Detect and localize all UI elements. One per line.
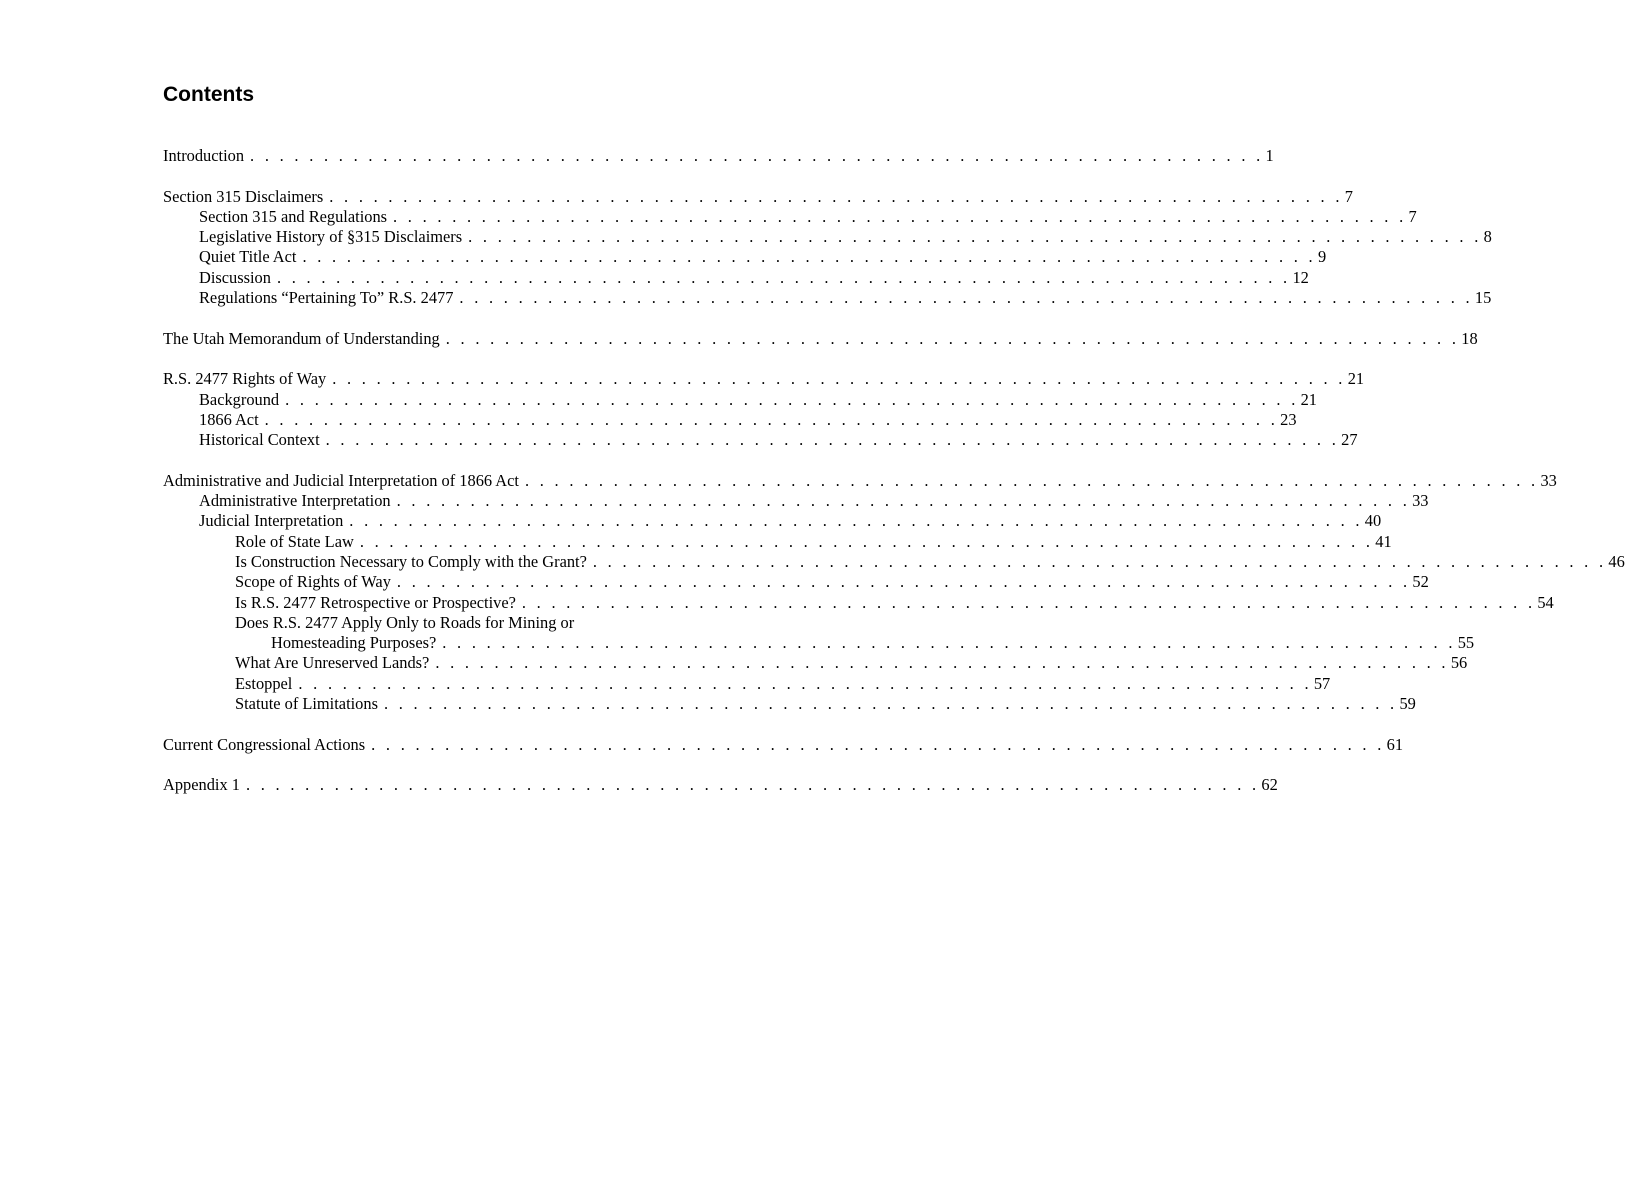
toc-entry-scope-of-rights-of-way[interactable] [163, 572, 1429, 592]
toc-entry-historical-context[interactable] [163, 430, 1358, 450]
dot-leader: . . . . . . . . . . . . . . . . . . . . . . . . . . . . . . . . . . . . . . . . . . . . . . . . . . . . . . . . . . . . . . . . . . . . . [524, 470, 1539, 490]
toc-page-number: 56 [1450, 653, 1468, 673]
dot-leader: . . . . . . . . . . . . . . . . . . . . . . . . . . . . . . . . . . . . . . . . . . . . . . . . . . . . . . . . . . . . . . . . . . . . . [435, 653, 1449, 673]
toc-entry-label: Estoppel [235, 673, 293, 693]
toc-entry-label: Section 315 Disclaimers [163, 186, 324, 206]
toc-entry-label: Scope of Rights of Way [235, 572, 391, 592]
toc-entry-label: Does R.S. 2477 Apply Only to Roads for Mining or [235, 612, 575, 632]
dot-leader: . . . . . . . . . . . . . . . . . . . . . . . . . . . . . . . . . . . . . . . . . . . . . . . . . . . . . . . . . . . . . . . . . . . . . [276, 267, 1291, 287]
toc-entry-label: Historical Context [199, 430, 320, 450]
dot-leader: . . . . . . . . . . . . . . . . . . . . . . . . . . . . . . . . . . . . . . . . . . . . . . . . . . . . . . . . . . . . . . . . . . . . . [349, 511, 1363, 531]
toc-group-section-315 [163, 186, 1492, 309]
toc-entry-statute-of-limitations[interactable] [163, 694, 1416, 714]
toc-entry-label: Section 315 and Regulations [199, 206, 388, 226]
toc-group-utah-mou [163, 328, 1478, 349]
toc-entry-label: Legislative History of §315 Disclaimers [199, 227, 463, 247]
toc-page-number: 7 [1408, 206, 1417, 226]
toc-entry-label: Is Construction Necessary to Comply with the Grant? [235, 551, 587, 571]
dot-leader: . . . . . . . . . . . . . . . . . . . . . . . . . . . . . . . . . . . . . . . . . . . . . . . . . . . . . . . . . . . . . . . . . . . . . [250, 146, 1264, 165]
toc-entry-label: Appendix 1 [163, 775, 240, 795]
dot-leader: . . . . . . . . . . . . . . . . . . . . . . . . . . . . . . . . . . . . . . . . . . . . . . . . . . . . . . . . . . . . . . . . . . . . . [325, 430, 1340, 450]
toc-page-number: 21 [1300, 389, 1317, 409]
toc-entry-label: Role of State Law [235, 531, 354, 551]
toc-entry-mining-homesteading-line1[interactable] [163, 613, 758, 633]
toc-page-number: 21 [1347, 369, 1365, 389]
toc-entry-label: Current Congressional Actions [163, 734, 366, 754]
toc-entry-label: Introduction [163, 146, 245, 165]
toc-page-number: 40 [1364, 511, 1382, 531]
toc-entry-current-congressional-actions[interactable] [163, 734, 1404, 755]
toc-entry-label: Statute of Limitations [235, 694, 378, 714]
toc-page-number: 9 [1317, 247, 1327, 267]
dot-leader: . . . . . . . . . . . . . . . . . . . . . . . . . . . . . . . . . . . . . . . . . . . . . . . . . . . . . . . . . . . . . . . . . . . . . [298, 673, 1312, 693]
toc-group-appendix [163, 775, 1278, 795]
toc-entry-label: Administrative Interpretation [199, 491, 391, 511]
toc-page-number: 46 [1608, 551, 1625, 571]
dot-leader: . . . . . . . . . . . . . . . . . . . . . . . . . . . . . . . . . . . . . . . . . . . . . . . . . . . . . . . . . . . . . . . . . . . . . [468, 227, 1482, 247]
toc-group-congressional-actions [163, 734, 1404, 755]
toc-entry-utah-memorandum[interactable] [163, 328, 1478, 349]
dot-leader: . . . . . . . . . . . . . . . . . . . . . . . . . . . . . . . . . . . . . . . . . . . . . . . . . . . . . . . . . . . . . . . . . . . . . [332, 369, 1346, 389]
page-title: Contents [163, 83, 254, 106]
dot-leader: . . . . . . . . . . . . . . . . . . . . . . . . . . . . . . . . . . . . . . . . . . . . . . . . . . . . . . . . . . . . . . . . . . . . . [393, 206, 1407, 226]
toc-entry-appendix-1[interactable] [163, 775, 1278, 795]
toc-page-number: 55 [1457, 633, 1475, 653]
toc-entry-administrative-interpretation[interactable] [163, 491, 1429, 511]
toc-entry-legislative-history[interactable] [163, 227, 1492, 247]
toc-entry-discussion[interactable] [163, 267, 1309, 288]
toc-page-number: 54 [1537, 592, 1554, 612]
toc-entry-rs-2477-rights-of-way[interactable] [163, 369, 1365, 389]
toc-entry-background[interactable] [163, 389, 1317, 410]
toc-entry-judicial-interpretation[interactable] [163, 511, 1382, 531]
toc-entry-quiet-title-act[interactable] [163, 247, 1327, 267]
toc-entry-regulations-pertaining-to[interactable] [163, 288, 1492, 308]
toc-entry-estoppel[interactable] [163, 673, 1331, 694]
toc-entry-unreserved-lands[interactable] [163, 653, 1468, 673]
toc-page-number: 18 [1461, 328, 1478, 348]
dot-leader: . . . . . . . . . . . . . . . . . . . . . . . . . . . . . . . . . . . . . . . . . . . . . . . . . . . . . . . . . . . . . . . . . . . . . [245, 775, 1260, 795]
toc-entry-label: The Utah Memorandum of Understanding [163, 328, 440, 348]
toc-group-interpretation [163, 470, 1625, 715]
dot-leader: . . . . . . . . . . . . . . . . . . . . . . . . . . . . . . . . . . . . . . . . . . . . . . . . . . . . . . . . . . . . . . . . . . . . . [329, 186, 1343, 206]
toc-page-number: 8 [1483, 227, 1492, 247]
toc-entry-1866-act[interactable] [163, 409, 1297, 430]
toc-entry-mining-homesteading-line2[interactable] [163, 633, 1475, 653]
toc-page-number: 15 [1474, 288, 1492, 308]
toc-page-number: 23 [1280, 409, 1297, 429]
toc-page-number: 62 [1261, 775, 1278, 795]
dot-leader: . . . . . . . . . . . . . . . . . . . . . . . . . . . . . . . . . . . . . . . . . . . . . . . . . . . . . . . . . . . . . . . . . . . . . [445, 328, 1460, 348]
toc-page-number: 27 [1341, 430, 1358, 450]
toc-entry-label: Discussion [199, 267, 271, 287]
toc-group-rs-2477 [163, 369, 1365, 450]
dot-leader: . . . . . . . . . . . . . . . . . . . . . . . . . . . . . . . . . . . . . . . . . . . . . . . . . . . . . . . . . . . . . . . . . . . . . [302, 247, 1316, 267]
toc-page-number: 12 [1292, 267, 1309, 287]
toc-page-number: 41 [1375, 531, 1392, 551]
dot-leader: . . . . . . . . . . . . . . . . . . . . . . . . . . . . . . . . . . . . . . . . . . . . . . . . . . . . . . . . . . . . . . . . . . . . . [592, 551, 1607, 571]
toc-entry-label: Is R.S. 2477 Retrospective or Prospective? [235, 592, 516, 612]
toc-entry-administrative-judicial-interpretation[interactable] [163, 470, 1557, 491]
toc-entry-section-315-disclaimers[interactable] [163, 186, 1353, 207]
dot-leader: . . . . . . . . . . . . . . . . . . . . . . . . . . . . . . . . . . . . . . . . . . . . . . . . . . . . . . . . . . . . . . . . . . . . . [359, 531, 1374, 551]
dot-leader: . . . . . . . . . . . . . . . . . . . . . . . . . . . . . . . . . . . . . . . . . . . . . . . . . . . . . . . . . . . . . . . . . . . . . [396, 572, 1411, 592]
toc-entry-label: Regulations “Pertaining To” R.S. 2477 [199, 288, 454, 308]
toc-entry-construction-necessary[interactable] [163, 551, 1625, 572]
dot-leader: . . . . . . . . . . . . . . . . . . . . . . . . . . . . . . . . . . . . . . . . . . . . . . . . . . . . . . . . . . . . . . . . . . . . . [459, 288, 1473, 308]
dot-leader: . . . . . . . . . . . . . . . . . . . . . . . . . . . . . . . . . . . . . . . . . . . . . . . . . . . . . . . . . . . . . . . . . . . . . [264, 409, 1279, 429]
toc-entry-label: What Are Unreserved Lands? [235, 653, 430, 673]
toc-entry-label: Quiet Title Act [199, 247, 297, 267]
dot-leader: . . . . . . . . . . . . . . . . . . . . . . . . . . . . . . . . . . . . . . . . . . . . . . . . . . . . . . . . . . . . . . . . . . . . . [285, 389, 1299, 409]
toc-page-number: 7 [1344, 186, 1353, 206]
toc-group-introduction [163, 146, 1274, 166]
table-of-contents [163, 146, 1625, 816]
dot-leader: . . . . . . . . . . . . . . . . . . . . . . . . . . . . . . . . . . . . . . . . . . . . . . . . . . . . . . . . . . . . . . . . . . . . . [521, 592, 1536, 612]
toc-page-number: 61 [1386, 734, 1404, 754]
toc-entry-label: Background [199, 389, 280, 409]
toc-entry-role-of-state-law[interactable] [163, 531, 1392, 552]
toc-entry-label: Judicial Interpretation [199, 511, 344, 531]
dot-leader: . . . . . . . . . . . . . . . . . . . . . . . . . . . . . . . . . . . . . . . . . . . . . . . . . . . . . . . . . . . . . . . . . . . . . [442, 633, 1456, 653]
toc-entry-retrospective-prospective[interactable] [163, 592, 1554, 613]
toc-entry-label: Administrative and Judicial Interpretation of 1866 Act [163, 470, 519, 490]
toc-page-number: 59 [1399, 694, 1416, 714]
toc-entry-section-315-regulations[interactable] [163, 206, 1417, 227]
toc-entry-introduction[interactable] [163, 146, 1274, 166]
dot-leader: . . . . . . . . . . . . . . . . . . . . . . . . . . . . . . . . . . . . . . . . . . . . . . . . . . . . . . . . . . . . . . . . . . . . . [383, 694, 1398, 714]
dot-leader: . . . . . . . . . . . . . . . . . . . . . . . . . . . . . . . . . . . . . . . . . . . . . . . . . . . . . . . . . . . . . . . . . . . . . [371, 734, 1385, 754]
toc-page-number: 52 [1412, 572, 1429, 592]
toc-entry-label: 1866 Act [199, 409, 259, 429]
toc-page-number: 57 [1313, 673, 1331, 693]
dot-leader: . . . . . . . . . . . . . . . . . . . . . . . . . . . . . . . . . . . . . . . . . . . . . . . . . . . . . . . . . . . . . . . . . . . . . [396, 491, 1411, 511]
toc-entry-label: R.S. 2477 Rights of Way [163, 369, 327, 389]
toc-page-number: 33 [1540, 470, 1557, 490]
toc-entry-label: Homesteading Purposes? [271, 633, 437, 653]
toc-page-number: 1 [1265, 146, 1274, 165]
toc-page-number: 33 [1412, 491, 1429, 511]
